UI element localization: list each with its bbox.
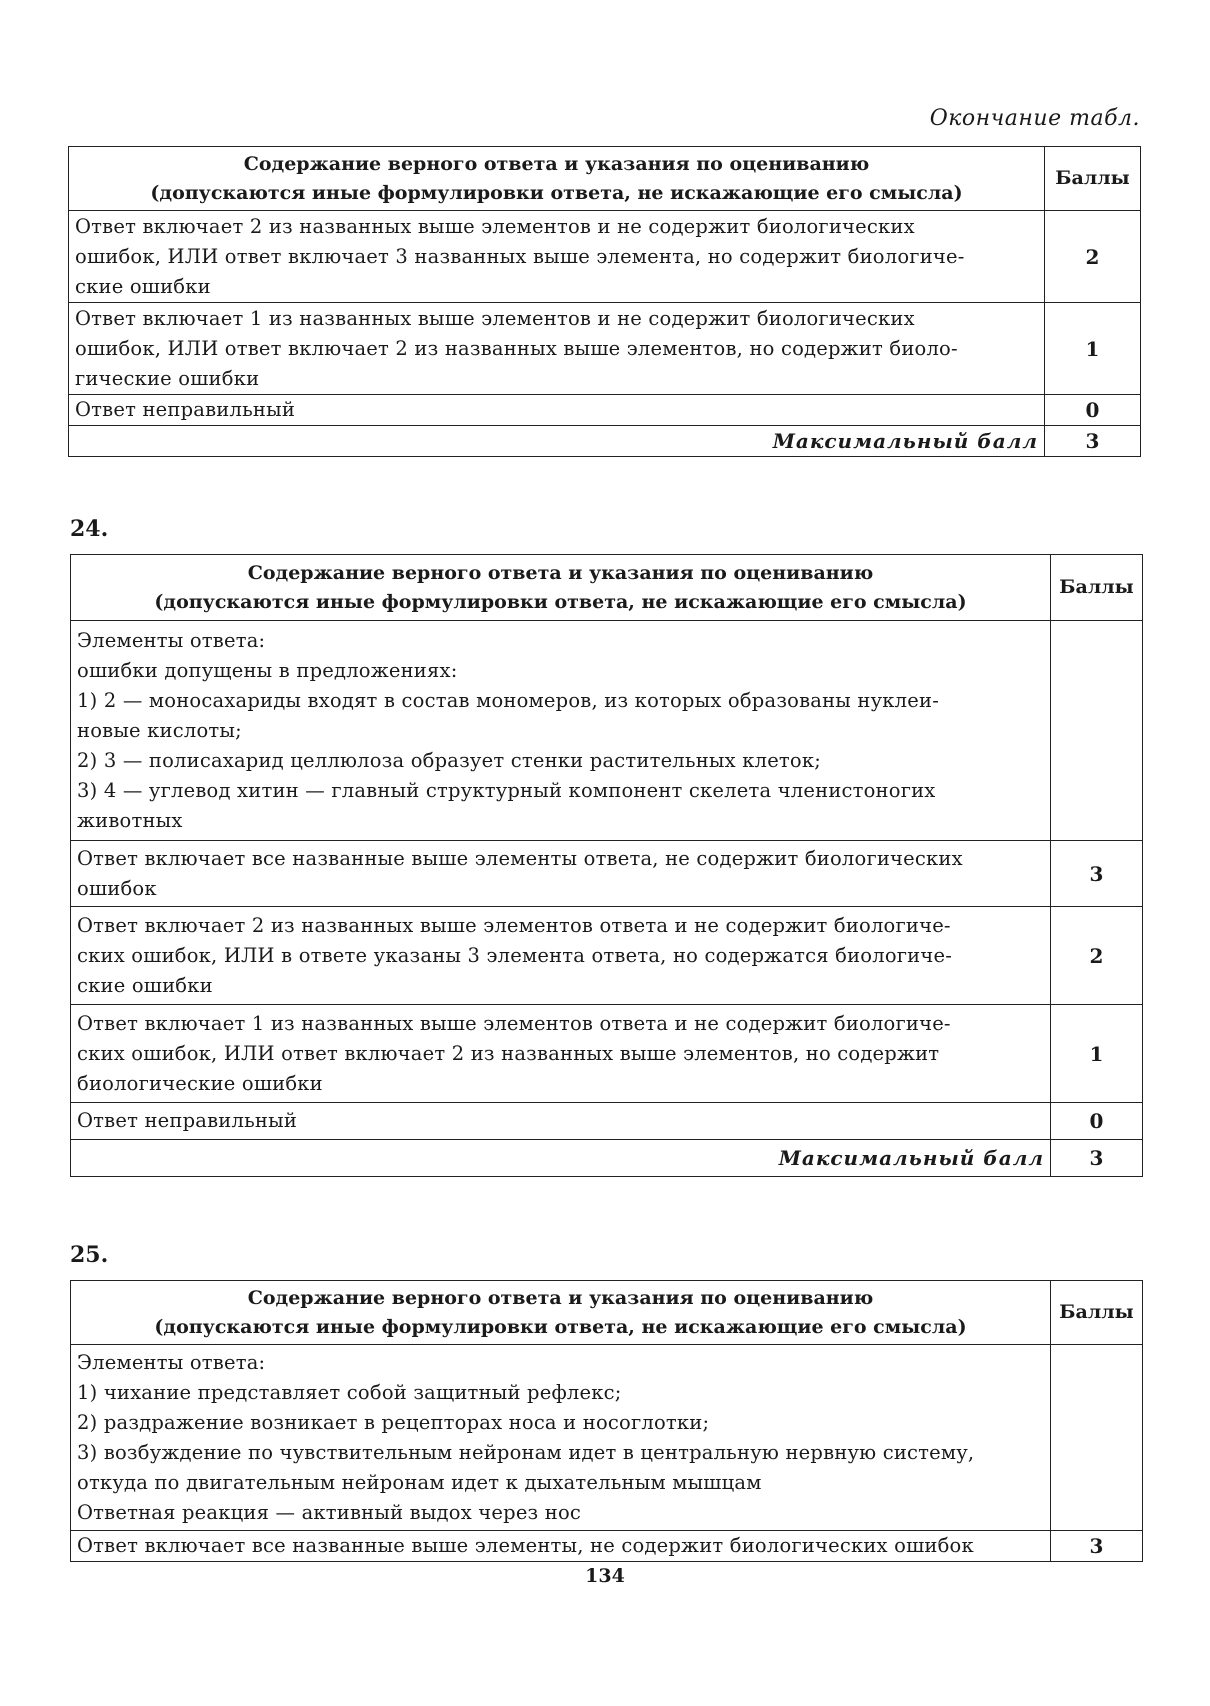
max-score-value: 3 <box>1045 426 1141 457</box>
empty-points-cell <box>1051 1345 1143 1531</box>
answer-elements-row <box>71 621 1143 841</box>
empty-points-cell <box>1051 621 1143 841</box>
points-column-header: Баллы <box>1051 555 1143 621</box>
answer-elements: Элементы ответа: ошибки допущены в предложениях: 1) 2 — моносахариды входят в состав мономеров, из которых образованы нуклеи- новые кислоты; 2) 3 — полисахарид целлюлоза образует стенки растительных клеток; 3) 4 — углевод хитин — главный структурный компонент скелета членистоногих животных <box>71 621 1051 841</box>
criterion-text: Ответ включает все названные выше элементы ответа, не содержит биологических ошибок <box>71 841 1051 907</box>
max-score-label: Максимальный балл <box>71 1140 1051 1177</box>
points-value: 2 <box>1045 211 1141 303</box>
answer-elements-row <box>71 1345 1143 1531</box>
table-row <box>71 1531 1143 1562</box>
content-column-header: Содержание верного ответа и указания по оцениванию (допускаются иные формулировки ответа, не искажающие его смысла) <box>69 147 1045 211</box>
points-value: 0 <box>1051 1103 1143 1140</box>
table-header-row <box>71 555 1143 621</box>
points-value: 3 <box>1051 841 1143 907</box>
table-header-row <box>71 1281 1143 1345</box>
max-score-row <box>69 426 1141 457</box>
content-column-header: Содержание верного ответа и указания по оцениванию (допускаются иные формулировки ответа, не искажающие его смысла) <box>71 1281 1051 1345</box>
table-23 <box>68 146 1141 457</box>
content-column-header: Содержание верного ответа и указания по оцениванию (допускаются иные формулировки ответа, не искажающие его смысла) <box>71 555 1051 621</box>
max-score-row <box>71 1140 1143 1177</box>
points-value: 1 <box>1051 1005 1143 1103</box>
page-number: 134 <box>585 1565 625 1587</box>
table-row <box>69 395 1141 426</box>
points-column-header: Баллы <box>1051 1281 1143 1345</box>
task-number-25: 25. <box>70 1242 109 1268</box>
table-row <box>69 211 1141 303</box>
table-24 <box>70 554 1143 1177</box>
criterion-text: Ответ включает все названные выше элементы, не содержит биологических ошибок <box>71 1531 1051 1562</box>
max-score-label: Максимальный балл <box>69 426 1045 457</box>
table-row <box>69 303 1141 395</box>
criterion-text: Ответ включает 1 из названных выше элементов и не содержит биологических ошибок, ИЛИ ответ включает 2 из названных выше элементов, но содержит биоло- гические ошибки <box>69 303 1045 395</box>
answer-elements: Элементы ответа: 1) чихание представляет собой защитный рефлекс; 2) раздражение возникает в рецепторах носа и носоглотки; 3) возбуждение по чувствительным нейронам идет в центральную нервную систему, откуда по двигательным нейронам идет к дыхательным мышцам Ответная реакция — активный выдох через нос <box>71 1345 1051 1531</box>
criterion-text: Ответ неправильный <box>71 1103 1051 1140</box>
criterion-text: Ответ неправильный <box>69 395 1045 426</box>
max-score-value: 3 <box>1051 1140 1143 1177</box>
table-row <box>71 1103 1143 1140</box>
criterion-text: Ответ включает 2 из названных выше элементов ответа и не содержит биологиче- ских ошибок, ИЛИ в ответе указаны 3 элемента ответа, но содержатся биологиче- ские ошибки <box>71 907 1051 1005</box>
table-25 <box>70 1280 1143 1562</box>
points-value: 1 <box>1045 303 1141 395</box>
table-row <box>71 907 1143 1005</box>
table-row <box>71 841 1143 907</box>
table-row <box>71 1005 1143 1103</box>
table-continuation-note: Окончание табл. <box>929 106 1140 131</box>
table-header-row <box>69 147 1141 211</box>
points-value: 0 <box>1045 395 1141 426</box>
criterion-text: Ответ включает 1 из названных выше элементов ответа и не содержит биологиче- ских ошибок, ИЛИ ответ включает 2 из названных выше элементов, но содержит биологические ошибки <box>71 1005 1051 1103</box>
criterion-text: Ответ включает 2 из названных выше элементов и не содержит биологических ошибок, ИЛИ ответ включает 3 названных выше элемента, но содержит биологиче- ские ошибки <box>69 211 1045 303</box>
points-value: 3 <box>1051 1531 1143 1562</box>
task-number-24: 24. <box>70 516 109 542</box>
points-column-header: Баллы <box>1045 147 1141 211</box>
points-value: 2 <box>1051 907 1143 1005</box>
